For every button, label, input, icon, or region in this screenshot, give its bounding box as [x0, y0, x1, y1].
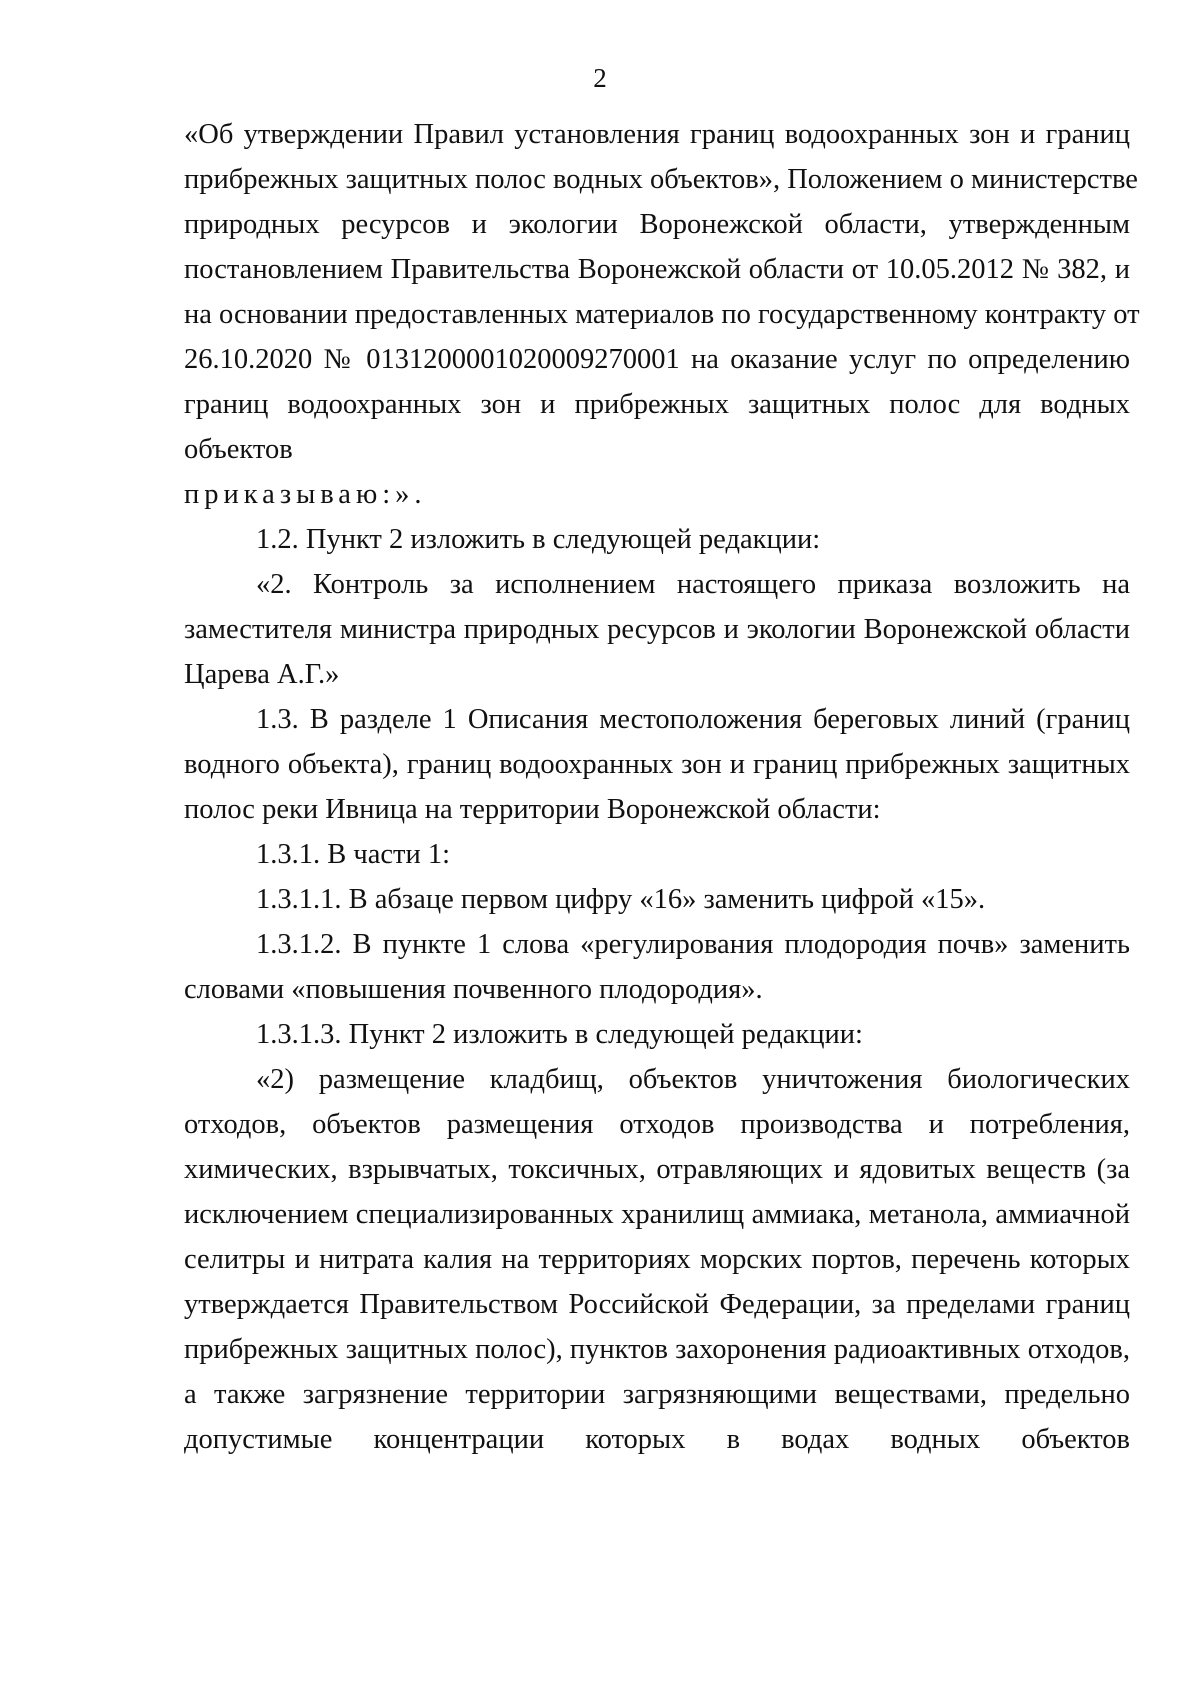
- text-line: «Об утверждении Правил установления границ водоохранных зон и границ: [184, 119, 1130, 150]
- text-line: приказываю:».: [184, 479, 427, 510]
- text-line: 1.3. В разделе 1 Описания местоположения береговых линий (границ: [256, 704, 1130, 735]
- text-line: словами «повышения почвенного плодородия».: [184, 974, 763, 1005]
- text-line: на основании предоставленных материалов по государственному контракту от: [184, 299, 1140, 330]
- text-line: водного объекта), границ водоохранных зон и границ прибрежных защитных: [184, 749, 1130, 780]
- text-line: химических, взрывчатых, токсичных, отравляющих и ядовитых веществ (за: [184, 1154, 1130, 1185]
- text-line: границ водоохранных зон и прибрежных защитных полос для водных: [184, 389, 1130, 420]
- text-line: а также загрязнение территории загрязняющими веществами, предельно: [184, 1379, 1130, 1410]
- page-number: 2: [593, 63, 607, 93]
- text-line: 1.3.1.3. Пункт 2 изложить в следующей редакции:: [256, 1019, 863, 1050]
- text-line: 1.3.1.1. В абзаце первом цифру «16» заменить цифрой «15».: [256, 884, 986, 915]
- text-line: 1.3.1. В части 1:: [256, 839, 451, 870]
- text-line: селитры и нитрата калия на территориях морских портов, перечень которых: [184, 1244, 1130, 1275]
- text-line: 26.10.2020 № 0131200001020009270001 на оказание услуг по определению: [184, 344, 1130, 375]
- text-line: постановлением Правительства Воронежской области от 10.05.2012 № 382, и: [184, 254, 1130, 285]
- text-line: Царева А.Г.»: [184, 659, 340, 690]
- text-line: прибрежных защитных полос водных объектов», Положением о министерстве: [184, 164, 1138, 195]
- text-line: «2. Контроль за исполнением настоящего приказа возложить на: [256, 569, 1130, 600]
- text-line: прибрежных защитных полос), пунктов захоронения радиоактивных отходов,: [184, 1334, 1130, 1365]
- text-line: заместителя министра природных ресурсов и экологии Воронежской области: [184, 614, 1130, 645]
- text-line: допустимые концентрации которых в водах водных объектов: [184, 1424, 1130, 1455]
- text-line: 1.3.1.2. В пункте 1 слова «регулирования плодородия почв» заменить: [256, 929, 1130, 960]
- text-line: исключением специализированных хранилищ аммиака, метанола, аммиачной: [184, 1199, 1130, 1230]
- text-line: отходов, объектов размещения отходов производства и потребления,: [184, 1109, 1130, 1140]
- text-line: 1.2. Пункт 2 изложить в следующей редакции:: [256, 524, 821, 555]
- text-line: утверждается Правительством Российской Федерации, за пределами границ: [184, 1289, 1130, 1320]
- text-line: природных ресурсов и экологии Воронежской области, утвержденным: [184, 209, 1130, 240]
- text-line: «2) размещение кладбищ, объектов уничтожения биологических: [256, 1064, 1130, 1095]
- text-line: полос реки Ивница на территории Воронежской области:: [184, 794, 881, 825]
- text-line: объектов: [184, 434, 293, 465]
